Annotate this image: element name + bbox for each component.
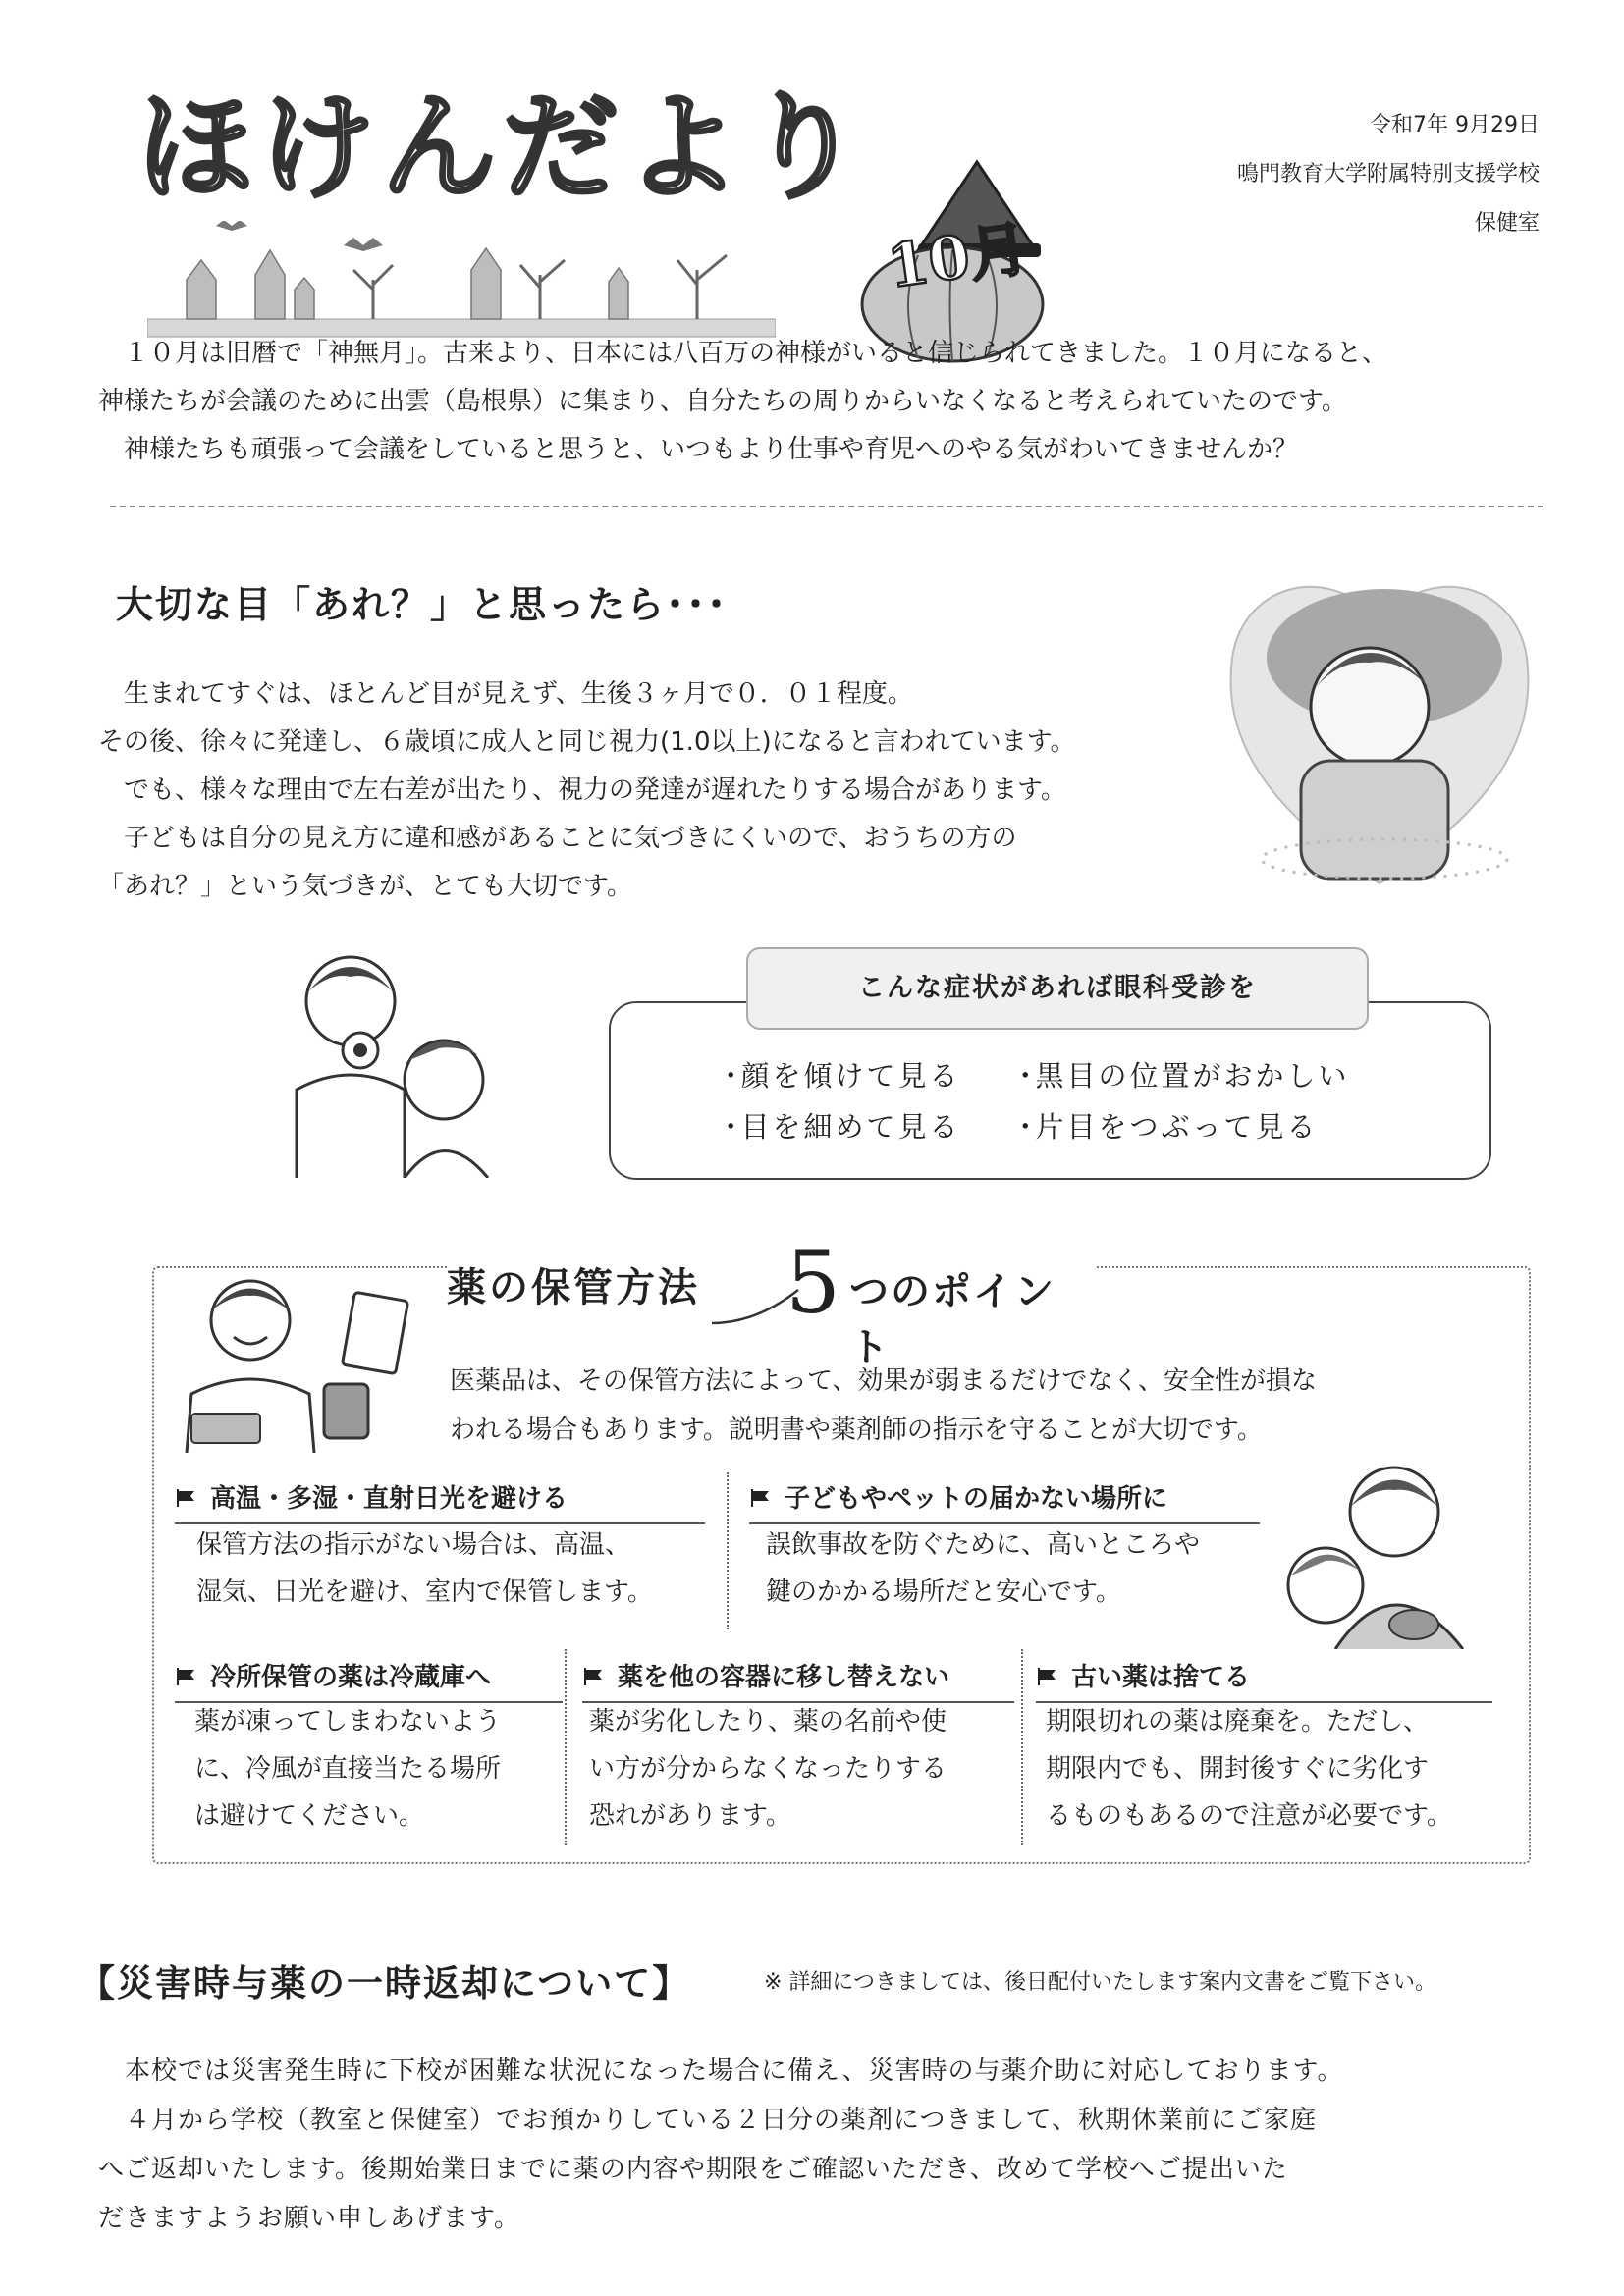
point-heading-text: 薬を他の容器に移し替えない — [618, 1663, 950, 1692]
point-heading-text: 冷所保管の薬は冷蔵庫へ — [210, 1663, 492, 1692]
medicine-title-number: 5 — [785, 1232, 840, 1333]
point-line: 鍵のかかる場所だと安心です。 — [766, 1577, 1121, 1607]
symptom-item: ･目を細めて見る — [724, 1110, 961, 1144]
point-body — [196, 1522, 653, 1616]
medicine-intro-text — [450, 1357, 1317, 1455]
point-line: 薬が劣化したり、薬の名前や使 — [589, 1707, 947, 1736]
flag-icon — [1036, 1666, 1057, 1687]
disaster-line: だきますようお願い申しあげます。 — [98, 2204, 520, 2233]
eye-line: でも、様々な理由で左右差が出たり、視力の発達が遅れたりする場合があります。 — [98, 775, 1066, 805]
point-heading — [175, 1657, 491, 1693]
symptom-item: ･顔を傾けて見る — [724, 1059, 961, 1093]
rubbing-eyes-illustration — [1222, 550, 1537, 898]
point-line: 薬が凍ってしまわないよう — [194, 1707, 502, 1736]
eye-line: 生まれてすぐは、ほとんど目が見えず、生後３ヶ月で０．０１程度。 — [98, 679, 913, 709]
point-line: 期限内でも、開封後すぐに劣化す — [1046, 1754, 1430, 1784]
symptoms-box-title: こんな症状があれば眼科受診を — [746, 947, 1369, 1030]
issue-date: 令和7年 9月29日 — [1370, 113, 1540, 137]
point-heading-text: 子どもやペットの届かない場所に — [785, 1484, 1168, 1514]
flag-icon — [175, 1487, 196, 1509]
eye-section-title: 大切な目「あれ？」と思ったら･･･ — [116, 583, 729, 626]
point-line: い方が分からなくなったりする — [589, 1754, 947, 1784]
point-line: に、冷風が直接当たる場所 — [194, 1754, 502, 1784]
flag-icon — [175, 1666, 196, 1687]
eye-line: 子どもは自分の見え方に違和感があることに気づきにくいので、おうちの方の — [98, 824, 1017, 853]
medicine-title-sub: つのポイント — [849, 1269, 1056, 1370]
symptom-item: ･黒目の位置がおかしい — [1018, 1059, 1350, 1093]
intro-line: 神様たちも頑張って会議をしていると思うと、いつもより仕事や育児へのやる気がわいてきませんか？ — [98, 435, 1299, 464]
eye-line: 「あれ？」という気づきが、とても大切です。 — [98, 872, 632, 901]
eye-section-text — [98, 670, 1076, 911]
point-line: 誤飲事故を防ぐために、高いところや — [766, 1530, 1201, 1560]
column-divider — [727, 1472, 729, 1629]
disaster-line: ４月から学校（教室と保健室）でお預かりしている２日分の薬剤につきまして、秋期休業前にご家庭 — [98, 2106, 1317, 2135]
office-name: 保健室 — [1474, 211, 1540, 236]
month-label: 10月 — [883, 214, 1033, 302]
disaster-section-title: 【災害時与薬の一時返却について】 — [79, 1962, 691, 2004]
parent-child-illustration — [1267, 1453, 1488, 1649]
point-line: るものもあるので注意が必要です。 — [1046, 1801, 1452, 1831]
eye-line: その後、徐々に発達し、６歳頃に成人と同じ視力(1.0以上)になると言われています。 — [98, 727, 1076, 757]
point-line: 保管方法の指示がない場合は、高温、 — [196, 1530, 631, 1560]
point-line: 恐れがあります。 — [589, 1801, 791, 1831]
intro-line: １０月は旧暦で「神無月」。古来より、日本には八百万の神様がいると信じられてきました。１０月になると、 — [98, 339, 1388, 368]
symptom-item: ･片目をつぶって見る — [1018, 1110, 1319, 1144]
point-body — [766, 1522, 1200, 1616]
column-divider — [565, 1649, 567, 1845]
school-name: 鳴門教育大学附属特別支援学校 — [1236, 162, 1540, 187]
disaster-note: ※ 詳細につきましては、後日配付いたします案内文書をご覧下さい。 — [764, 1970, 1436, 1995]
point-body — [589, 1698, 947, 1840]
medicine-title-main: 薬の保管方法 — [447, 1265, 700, 1310]
point-body — [194, 1698, 501, 1840]
section-divider — [110, 506, 1543, 507]
medicine-intro-line: 医薬品は、その保管方法によって、効果が弱まるだけでなく、安全性が損な — [450, 1366, 1317, 1396]
point-heading — [582, 1657, 949, 1693]
point-line: 湿気、日光を避け、室内で保管します。 — [196, 1577, 653, 1607]
point-heading — [1036, 1657, 1250, 1693]
eye-exam-illustration — [277, 942, 503, 1178]
medicine-section-title — [447, 1232, 1095, 1370]
intro-line: 神様たちが会議のために出雲（島根県）に集まり、自分たちの周りからいなくなると考えられていたのです。 — [98, 387, 1347, 416]
point-heading-text: 高温・多湿・直射日光を避ける — [210, 1484, 568, 1514]
disaster-text — [98, 2047, 1343, 2243]
flag-icon — [582, 1666, 604, 1687]
point-heading-text: 古い薬は捨てる — [1071, 1663, 1251, 1692]
column-divider — [1021, 1649, 1023, 1845]
point-heading — [749, 1478, 1167, 1515]
pharmacist-illustration — [177, 1266, 412, 1453]
point-line: 期限切れの薬は廃棄を。ただし、 — [1046, 1707, 1430, 1736]
disaster-line: へご返却いたします。後期始業日までに薬の内容や期限をご確認いただき、改めて学校へご提出いた — [98, 2155, 1288, 2184]
point-body — [1046, 1698, 1452, 1840]
newsletter-title: ほけんだより — [137, 79, 869, 215]
intro-text — [98, 330, 1387, 474]
flag-icon — [749, 1487, 771, 1509]
medicine-intro-line: われる場合もあります。説明書や薬剤師の指示を守ることが大切です。 — [450, 1415, 1263, 1445]
newsletter-masthead — [137, 74, 1033, 302]
point-heading — [175, 1478, 568, 1515]
disaster-line: 本校では災害発生時に下校が困難な状況になった場合に備え、災害時の与薬介助に対応しております。 — [98, 2056, 1344, 2086]
point-line: は避けてください。 — [194, 1801, 425, 1831]
